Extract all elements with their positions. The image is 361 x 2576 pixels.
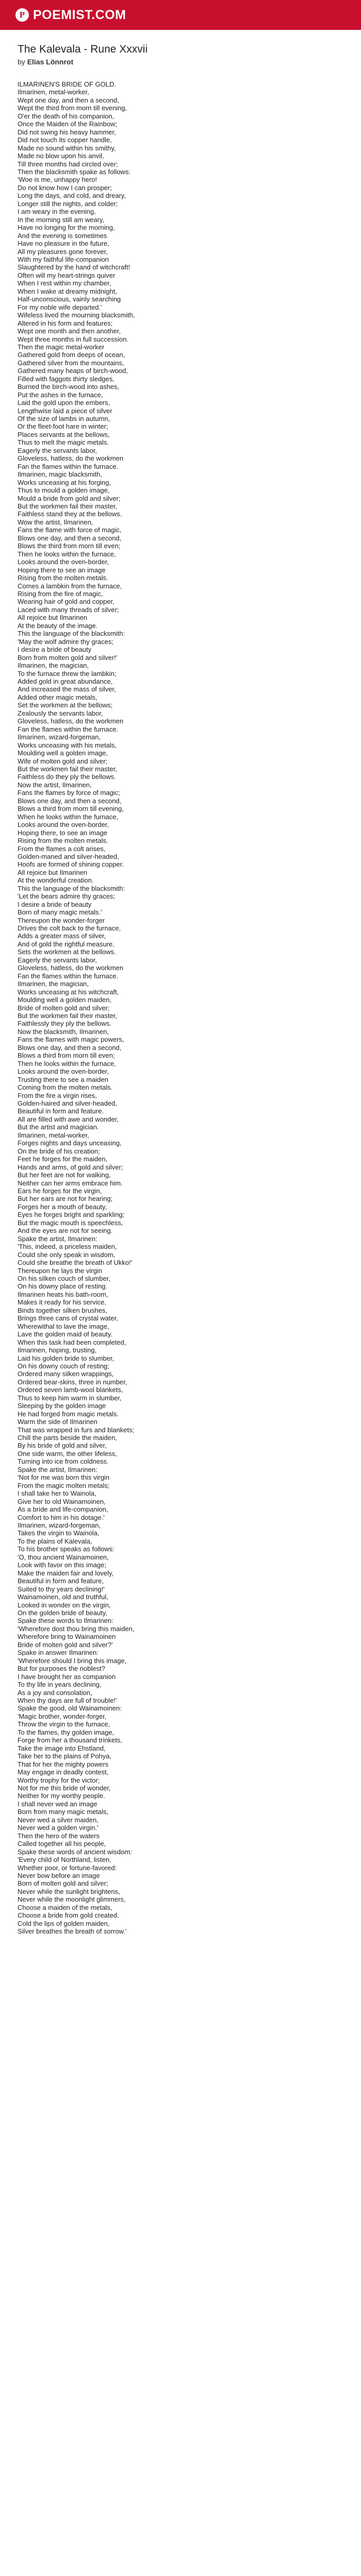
poem-line: Blows a third from morn till even; <box>18 1052 115 1060</box>
poem-line: Put the ashes in the furnace, <box>18 391 103 399</box>
poem-line: This the language of the blacksmith: <box>18 884 125 892</box>
poem-line: Longer still the nights, and colder; <box>18 199 118 208</box>
poem-line: Ilmarinen, wizard-forgeman, <box>18 733 101 741</box>
poem-line: Works unceasing with his metals, <box>18 741 117 749</box>
poem-line: At the wonderful creation. <box>18 876 94 885</box>
poem-line: Zealously the servants labor, <box>18 709 103 717</box>
poem-line: One side warm, the other lifeless, <box>18 1449 117 1458</box>
poem-line: Wearing hair of gold and copper, <box>18 598 114 606</box>
poem-line: Once the Maiden of the Rainbow; <box>18 120 117 128</box>
poem-line: That was wrapped in furs and blankets; <box>18 1426 135 1434</box>
poem-line: Whether poor, or fortune-favored: <box>18 1863 117 1872</box>
poem-line: Eyes he forges bright and sparkling; <box>18 1211 125 1219</box>
poem-line: Eagerly the servants labor, <box>18 446 97 454</box>
poem-line: Eagerly the servants labor, <box>18 956 97 964</box>
poem-line: In the morning still am weary, <box>18 215 105 224</box>
poem-line: Gathered gold from deeps of ocean, <box>18 351 125 359</box>
poem-line: Fans the flames with magic powers, <box>18 1036 124 1044</box>
poem-line: Ilmarinen, the magician, <box>18 980 89 988</box>
poem-line: Warm the side of Ilmarinen <box>18 1418 97 1426</box>
poem-line: 'Let the bears admire thy graces; <box>18 892 115 901</box>
poem-line: Hoping there, to see an image <box>18 828 108 837</box>
poem-line: Born from many magic metals, <box>18 1808 109 1816</box>
poem-line: But the artist and magician. <box>18 1123 99 1131</box>
poem-line: When he looks within the furnace, <box>18 812 119 821</box>
poem-line: On the golden bride of beauty, <box>18 1609 107 1617</box>
poem-line: Could she only speak in wisdom, <box>18 1250 116 1259</box>
poem-byline <box>18 58 343 66</box>
poem-line: Neither can her arms embrace him. <box>18 1179 123 1187</box>
poem-line: I desire a bride of beauty <box>18 900 92 908</box>
poem-line: Wife of molten gold and silver; <box>18 757 108 765</box>
poem-line: Comfort to him in his dotage.' <box>18 1513 105 1521</box>
poem-line: Rising from the fire of magic, <box>18 590 103 598</box>
poem-line: Beautiful in form and feature, <box>18 1577 104 1585</box>
poem-line: Blows the third from morn till even; <box>18 542 121 550</box>
poem-line: 'Wherefore dost thou bring this maiden, <box>18 1624 135 1633</box>
poem-line: Choose a maiden of the metals, <box>18 1903 112 1911</box>
poem-line: Places servants at the bellows, <box>18 430 110 438</box>
poem-line: Fans the flames by force of magic; <box>18 789 120 797</box>
poem-line: Throw the virgin to the furnace, <box>18 1720 110 1728</box>
poem-line: Sets the workmen at the bellows. <box>18 948 116 956</box>
poem-line: I am weary in the evening, <box>18 208 96 216</box>
poem-line: Forge from her a thousand trinkets, <box>18 1736 123 1744</box>
poem-line: Beautiful in form and feature. <box>18 1107 104 1115</box>
poem-line: Turning into ice from coldness. <box>18 1458 109 1466</box>
poem-line: Ilmarinen, the magician, <box>18 662 89 670</box>
poem-line: Could she breathe the breath of Ukko!' <box>18 1259 133 1267</box>
poem-line: Filled with faggots thirty sledges, <box>18 375 114 383</box>
poem-body <box>18 80 343 1936</box>
poem-line: Spake these words of ancient wisdom: <box>18 1848 132 1856</box>
poem-line: Thus to melt the magic metals. <box>18 438 109 447</box>
poem-line: Spake the artist, Ilmarinen: <box>18 1465 97 1473</box>
poem-line: Then he looks within the furnace, <box>18 550 116 558</box>
poem-line: Make the maiden fair and lovely, <box>18 1569 114 1577</box>
poem-line: Burned the birch-wood into ashes, <box>18 383 120 391</box>
poem-line: Wifeless lived the mourning blacksmith, <box>18 311 135 319</box>
poem-line: Then the hero of the waters <box>18 1832 100 1840</box>
poem-line: Rising from the molten metals. <box>18 837 108 845</box>
poem-line: Ilmarinen, metal-worker, <box>18 1131 89 1139</box>
poem-line: Sleeping by the golden image <box>18 1402 106 1410</box>
poem-line: Laced with many threads of silver; <box>18 605 119 614</box>
poem-line: As a joy and consolation, <box>18 1688 92 1697</box>
poem-line: All my pleasures gone forever, <box>18 247 108 256</box>
poem-line: Silver breathes the breath of sorrow.' <box>18 1927 127 1936</box>
poem-line: Works unceasing at his witchcraft, <box>18 988 119 996</box>
poem-title: The Kalevala - Rune Xxxvii <box>18 43 148 55</box>
poem-line: Often will my heart-strings quiver <box>18 271 116 279</box>
logo-mark-icon: P <box>15 8 29 22</box>
poem-line: Gloveless, hatless, do the workmen <box>18 717 124 725</box>
poem-line: When I rest within my chamber, <box>18 279 111 287</box>
poem-line: Wept the third from morn till evening, <box>18 104 127 112</box>
site-logo[interactable] <box>15 8 126 23</box>
poem-line: Cold the lips of golden maiden, <box>18 1919 110 1927</box>
poem-line: I have brought her as companion <box>18 1672 116 1681</box>
poem-line: Of the size of lambs in autumn, <box>18 415 110 423</box>
poem-line: Wherefore bring to Wainamoinen <box>18 1633 116 1641</box>
poem-line: Now the artist, Ilmarinen, <box>18 781 92 789</box>
poem-line: Wept three months in full succession. <box>18 335 129 343</box>
poem-line: On his silken couch of slumber, <box>18 1274 110 1282</box>
poem-line: Blows one day, and then a second, <box>18 1043 122 1052</box>
poem-line: Ordered seven lamb-wool blankets, <box>18 1386 123 1394</box>
poem-line: But the workmen fail their master, <box>18 765 117 773</box>
poem-line: Wherewithal to lave the image, <box>18 1322 109 1330</box>
poem-line: To the plains of Kalevala, <box>18 1537 92 1545</box>
poem-line: Spake in answer Ilmarinen: <box>18 1649 99 1657</box>
poem-line: He had forged from magic metals. <box>18 1410 119 1418</box>
poem-line: With my faithful life-companion <box>18 255 109 263</box>
poem-line: When I wake at dreamy midnight, <box>18 287 117 295</box>
poem-line: Not for me this bride of wonder, <box>18 1784 111 1792</box>
poem-line: Born of many magic metals.' <box>18 908 102 917</box>
poem-line: Added other magic metals, <box>18 693 97 701</box>
poem-line: Then the magic metal-worker <box>18 343 105 351</box>
poem-line: Thereupon he lays the virgin <box>18 1266 103 1275</box>
poem-line: Lengthwise laid a piece of silver <box>18 406 112 415</box>
poem-line: Brings three cans of crystal water, <box>18 1314 119 1323</box>
poem-line: 'Magic brother, wonder-forger, <box>18 1712 107 1720</box>
poem-line: Blows one day, and then a second, <box>18 796 122 805</box>
poem-line: From the fire a virgin rises, <box>18 1091 97 1099</box>
poem-line: Ilmarinen, metal-worker, <box>18 88 89 96</box>
poem-line: Faithless stand they at the bellows. <box>18 510 122 518</box>
poem-line: Worthy trophy for the victor; <box>18 1776 100 1784</box>
poem-line: Till three months had circled over; <box>18 160 118 168</box>
poem-line: Spake the artist, Ilmarinen: <box>18 1234 97 1243</box>
poem-line: Give her to old Wainamoinen, <box>18 1497 106 1505</box>
poem-line: Spake these words to Ilmarinen: <box>18 1617 113 1625</box>
poem-line: Wept one month and then another, <box>18 327 121 335</box>
poem-line: Gathered silver from the mountains, <box>18 359 124 367</box>
poem-line: Suited to thy years declining!' <box>18 1585 105 1593</box>
poem-line: Hoofs are formed of shining copper. <box>18 860 124 869</box>
poem-line: But her feet are not for walking, <box>18 1171 111 1179</box>
poem-line: Bride of molten gold and silver; <box>18 1004 110 1012</box>
poem-line: Feet he forges for the maiden, <box>18 1155 108 1163</box>
poem-line: Have no pleasure in the future, <box>18 240 109 248</box>
poem-line: Faithlessly they ply the bellows. <box>18 1020 112 1028</box>
poem-line: 'Woe is me, unhappy hero! <box>18 176 97 184</box>
poem-line: On his downy couch of resting; <box>18 1362 109 1370</box>
poem-line: Looks around the oven-border, <box>18 558 109 566</box>
poem-line: Bride of molten gold and silver?' <box>18 1640 113 1649</box>
poem-line: From the magic molten metals; <box>18 1481 110 1489</box>
poem-line: Looks around the oven-border, <box>18 1067 109 1076</box>
poem-line: Made no blow upon his anvil, <box>18 152 104 160</box>
poem-line: Thus to mould a golden image, <box>18 486 110 495</box>
poem-line: To the flames, thy golden image, <box>18 1728 114 1736</box>
poem-line: I shall take her to Wainola, <box>18 1489 96 1498</box>
poem-line: Thus to keep him warm in slumber, <box>18 1394 122 1402</box>
poem-line: Look with favor on this image; <box>18 1561 106 1569</box>
poem-line: Forges nights and days unceasing, <box>18 1139 122 1147</box>
poem-line: Trusting there to see a maiden <box>18 1075 108 1083</box>
poem-line: Mould a bride from gold and silver; <box>18 494 121 502</box>
poem-line: Never bow before an image <box>18 1871 100 1879</box>
poem-line: Ilmarinen heats his bath-room, <box>18 1290 108 1298</box>
poem-line: But the workmen fail their master, <box>18 502 117 511</box>
poem-line: Moulding well a golden maiden, <box>18 996 112 1004</box>
poem-line: Called together all his people, <box>18 1840 106 1848</box>
poem-line: Have no longing for the morning, <box>18 224 115 232</box>
poem-line: To the furnace threw the lambkin; <box>18 669 117 677</box>
poem-line: All are filled with awe and wonder, <box>18 1115 119 1123</box>
poem-line: Blows a third from morn till evening, <box>18 805 124 813</box>
poem-line: Then the blacksmith spake as follows: <box>18 167 130 176</box>
poem-line: Wow the artist, Ilmarinen, <box>18 518 93 526</box>
poem-line: Hoping there to see an image <box>18 566 106 574</box>
poem-line: Did not swing his heavy hammer, <box>18 128 116 136</box>
poem-line: On his downy place of resting. <box>18 1282 108 1291</box>
poem-content <box>0 30 361 1936</box>
poem-line: And of gold the rightful measure, <box>18 940 114 948</box>
by-label: by <box>18 58 25 66</box>
poem-line: Born from molten gold and silver!' <box>18 653 118 662</box>
poem-line: Wainamoinen, old and truthful, <box>18 1593 108 1601</box>
poem-line: Take the image into Ehstland, <box>18 1744 106 1752</box>
site-header <box>0 0 361 30</box>
poem-line: Makes it ready for his service, <box>18 1298 106 1307</box>
poem-line: Ears he forges for the virgin, <box>18 1187 102 1195</box>
poem-line: Comes a lambkin from the furnace, <box>18 582 122 590</box>
poem-line: Ilmarinen, wizard-forgeman, <box>18 1521 101 1530</box>
poem-line: Fan the flames within the furnace. <box>18 972 119 980</box>
poem-line: To thy life in years declining, <box>18 1681 102 1689</box>
poem-line: Then he looks within the furnace, <box>18 1059 116 1067</box>
poem-line: Works unceasing at his forging, <box>18 478 111 486</box>
poem-line: Spake the good, old Wainamoinen: <box>18 1704 122 1713</box>
poem-line: Moulding well a golden image, <box>18 749 108 757</box>
poem-line: When thy days are full of trouble!' <box>18 1696 117 1704</box>
poem-line: 'Not for me was born this virgin <box>18 1473 110 1482</box>
poem-line: That for her the mighty powers <box>18 1760 109 1768</box>
poem-line: Forges her a mouth of beauty, <box>18 1202 107 1211</box>
poem-line: Altered in his form and features; <box>18 319 113 327</box>
poem-line: Fans the flame with force of magic, <box>18 526 122 534</box>
poem-line: To his brother speaks as follows: <box>18 1545 114 1553</box>
poem-line: On the bride of his creation; <box>18 1147 100 1155</box>
poem-line: Fan the flames within the furnace. <box>18 462 119 470</box>
poem-line: Gloveless, hatless, do the workmen <box>18 454 124 463</box>
poem-line: Faithless do they ply the bellows. <box>18 773 116 781</box>
poem-line: Thereupon the wonder-forger <box>18 916 105 924</box>
poem-line: 'May the wolf admire thy graces; <box>18 637 113 646</box>
poem-line: And increased the mass of silver, <box>18 685 116 693</box>
poem-line: Never while the moonlight glimmers, <box>18 1895 126 1904</box>
poem-line: Fan the flames within the furnace. <box>18 725 119 733</box>
poem-line: May engage in deadly contest, <box>18 1768 109 1776</box>
poem-line: At the beauty of the image. <box>18 621 98 630</box>
poem-line: I desire a bride of beauty <box>18 646 92 654</box>
poem-line: Rising from the molten metals. <box>18 574 108 582</box>
poem-line: This the language of the blacksmith: <box>18 630 125 638</box>
poem-line: Gathered many heaps of birch-wood, <box>18 367 128 375</box>
poem-line: When this task had been completed, <box>18 1338 126 1346</box>
poem-line: Never wed a golden virgin.' <box>18 1824 99 1832</box>
poem-line: Golden-haired and silver-headed, <box>18 1099 117 1107</box>
poem-line: By his bride of gold and silver, <box>18 1442 107 1450</box>
poem-line: Laid the gold upon the embers, <box>18 399 110 407</box>
poem-line: Made no sound within his smithy, <box>18 144 116 152</box>
poem-line: Looked in wonder on the virgin, <box>18 1601 111 1609</box>
poem-line: Ilmarinen, hoping, trusting, <box>18 1346 97 1354</box>
poem-line: 'O, thou ancient Wainamoinen, <box>18 1553 109 1561</box>
poem-line: Long the days, and cold, and dreary, <box>18 192 126 200</box>
poem-line: Adds a greater mass of silver, <box>18 932 106 940</box>
poem-line: All rejoice but Ilmarinen <box>18 868 88 876</box>
poem-line: 'Wherefore should I bring this image, <box>18 1656 127 1665</box>
poem-line: But her ears are not for hearing; <box>18 1195 113 1203</box>
poem-line: Chill the parts beside the maiden, <box>18 1434 117 1442</box>
poem-line: But the workmen fail their master, <box>18 1012 117 1020</box>
poem-line: Born of molten gold and silver; <box>18 1879 108 1888</box>
poem-line: Blows one day, and then a second, <box>18 534 122 542</box>
poem-line: And the eyes are not for seeing. <box>18 1227 113 1235</box>
poem-line: 'This, indeed, a priceless maiden, <box>18 1243 117 1251</box>
poem-line: Ordered many silken wrappings, <box>18 1370 114 1378</box>
poem-line: Did not touch its copper handle, <box>18 136 112 144</box>
poem-line: Binds together silken brushes, <box>18 1306 108 1314</box>
poem-line: ILMARINEN'S BRIDE OF GOLD. <box>18 80 117 88</box>
poem-line: Wept one day, and then a second, <box>18 96 119 104</box>
poem-line: 'Every child of Northland, listen, <box>18 1856 111 1864</box>
poem-line: For my noble wife departed.' <box>18 303 102 311</box>
poem-line: Neither for my worthy people. <box>18 1792 105 1800</box>
poem-line: Looks around the oven-border, <box>18 821 109 829</box>
poem-line: Choose a bride from gold created. <box>18 1911 119 1920</box>
poem-line: I shall never wed an image <box>18 1800 97 1808</box>
poem-line: Do not know how I can prosper; <box>18 183 112 192</box>
poem-line: Slaughtered by the hand of witchcraft! <box>18 263 130 272</box>
poem-line: Laid his golden bride to slumber, <box>18 1354 114 1362</box>
poem-line: O'er the death of his companion, <box>18 112 114 120</box>
poem-line: As a bride and life-companion, <box>18 1505 108 1514</box>
poem-line: Now the blacksmith, Ilmarinen, <box>18 1027 109 1036</box>
poem-line: Added gold in great abundance, <box>18 677 113 685</box>
poem-line: Hands and arms, of gold and silver; <box>18 1163 123 1171</box>
poem-line: Drives the colt back to the furnace, <box>18 924 121 933</box>
poem-line: Half-unconscious, vainly searching <box>18 295 121 303</box>
poem-line: Takes the virgin to Wainola, <box>18 1529 100 1537</box>
poem-line: Ordered bear-skins, three in number, <box>18 1378 127 1386</box>
poem-line: Gloveless, hatless, do the workmen <box>18 964 124 972</box>
poem-line: All rejoice but Ilmarinen <box>18 614 88 622</box>
logo-text: POEMIST.COM <box>33 7 126 22</box>
poem-line: Take her to the plains of Pohya, <box>18 1752 112 1760</box>
poem-line: Coming from the molten metals. <box>18 1083 113 1092</box>
poem-line: Ilmarinen, magic blacksmith, <box>18 470 102 479</box>
poem-line: Lave the golden maid of beauty. <box>18 1330 113 1338</box>
poem-line: Never wed a silver maiden, <box>18 1816 99 1824</box>
poem-line: And the evening is sometimes <box>18 231 107 240</box>
poem-line: Golden-maned and silver-headed, <box>18 852 119 860</box>
poem-line: But for purposes the noblest? <box>18 1665 105 1673</box>
poem-line: Set the workmen at the bellows; <box>18 701 113 709</box>
poem-line: Or the fleet-foot hare in winter; <box>18 422 108 431</box>
poem-line: From the flames a colt arises, <box>18 844 106 853</box>
poem-line: Never while the sunlight brightens, <box>18 1887 120 1895</box>
poem-line: But the magic mouth is speechless, <box>18 1218 123 1227</box>
author-link[interactable]: Elias Lönnrot <box>27 58 74 66</box>
